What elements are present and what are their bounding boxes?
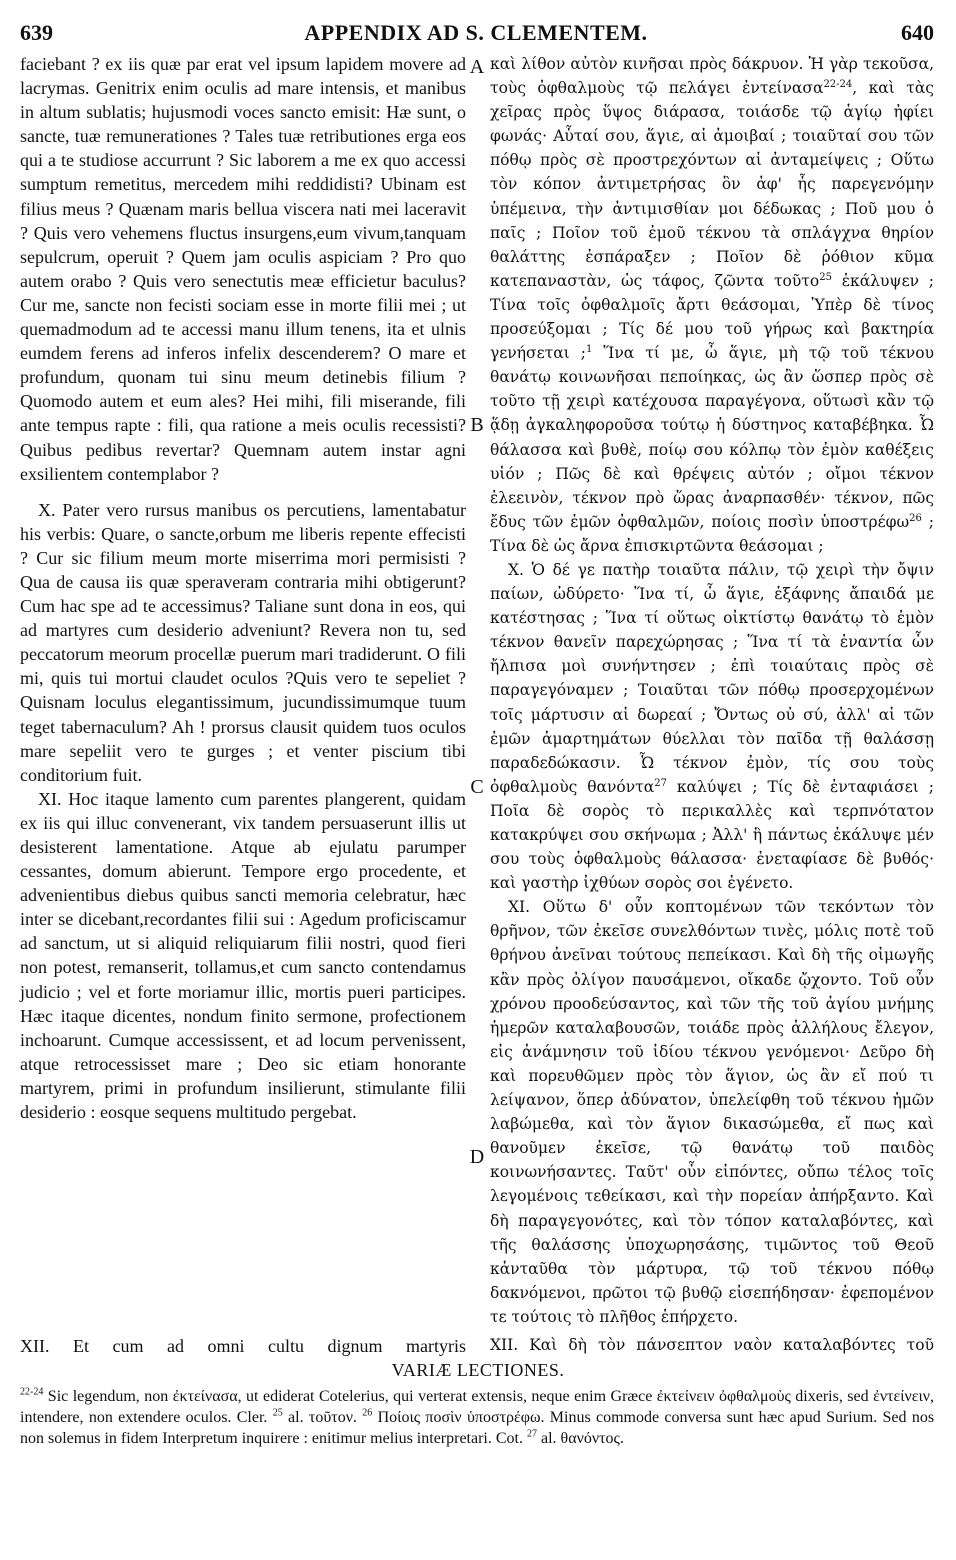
latin-paragraph-xi: XI. Hoc itaque lamento cum parentes plangerent, quidam ex iis qui illuc convenerant, vix tandem persuaserunt illis ut desisterent lamentatione. Atque ab ejulatu parumper cessantes, domum abierunt. Tempore ergo procedente, et advenientibus diebus quibus sancti memoria celebratur, hæc inter se dicebant,recordantes filii sui : Agedum proficiscamur ad sanctum, ut si aliquid reliquiarum filii nostri, quod fieri non potest, remanserit, tollamus,et cum sancto contendamus judicio ; vel et forte moriamur illic, mortis pueri participes. Hæc itaque dicentes, nondum finito sermone, profectionem inchoarunt. Cumque accessissent, et ad locum pervenissent, atque retrocessisset mare ; Deo sic etiam honorante martyrem, primi in profundum insilierunt, stimulante filii desiderio : eosque sequens multitudo pergebat. [20,788,466,1123]
page-number-right: 640 [901,20,934,45]
running-title: APPENDIX AD S. CLEMENTEM. [304,20,648,45]
note-text: Sic legendum, non ἐκτείνασα, ut ediderat Cotelerius, qui verterat extensis, neque enim Græce ἐκτείνειν ὀφθαλμοὺς dixeris, sed ἐντείνειν, intendere, non extendere oculos. Cler. [20,1388,934,1426]
note-number: 27 [527,1428,537,1440]
note-number: 25 [272,1407,283,1419]
section-xii-opening [20,1336,934,1362]
section-marker-c: C [470,776,484,798]
section-marker-b: B [470,414,484,436]
greek-paragraph-xii: XII. Καὶ δὴ τὸν πάνσεπτον ναὸν καταλαβόντες τοῦ [490,1336,934,1354]
greek-column [490,52,934,1329]
section-marker-d: D [469,1146,485,1168]
note-text: al. θανόντος. [537,1430,624,1447]
note-text: al. τοῦτον. [282,1409,357,1426]
section-marker-a: A [469,56,485,78]
latin-paragraph-xii: XII. Et cum ad omni cultu dignum martyris [20,1336,466,1356]
greek-paragraph-xi: XI. Οὕτω δ' οὖν κοπτομένων τῶν τεκόντων τὸν θρῆνον, τῶν ἐκεῖσε συνελθόντων τινὲς, μόλις ποτὲ τοῦ θρήνου ἀνεῖναι τούτους πεπείκασι. Καὶ δὴ τῆς οἰμωγῆς κἂν πρὸς ὀλίγον παυσάμενοι, οἴκαδε ᾤχοντο. Τοῦ οὖν χρόνου προοδεύσαντος, καὶ τῶν τῆς τοῦ ἁγίου μνήμης ἡμερῶν καταλαβουσῶν, τοιάδε πρὸς ἀλλήλους ἔλεγον, εἰς ἀνάμνησιν τοῦ ἰδίου τέκνου γενόμενοι· Δεῦρο δὴ καὶ πορευθῶμεν πρὸς τὸν ἅγιον, ὡς ἂν εἴ πού τι λείψανον, ὅπερ ἀδύνατον, ὑπελείφθη τοῦ τέκνου ἡμῶν λαβώμεθα, καὶ τὸν ἅγιον δικασώμεθα, εἴ πως καὶ θανοῦμεν ἐκεῖσε, τῷ θανάτῳ τοῦ παιδὸς κοινωνήσαντες. Ταῦτ' οὖν εἰπόντες, οὔπω τέλος τοῖς λεγομένοις τεθείκασι, καὶ τὴν πορείαν ἀπήρξαντο. Καὶ δὴ παραγεγονότες, καὶ τὸν τόπον καταλαβόντες, καὶ τῆς θαλάσσης ὑποχωρησάσης, τιμῶντος τοῦ Θεοῦ κἀνταῦθα τὸν μάρτυρα, τῷ τοῦ τέκνου πόθῳ δακνόμενοι, πρῶτοι τῷ βυθῷ εἰσεπήδησαν· ἐφεπομένον τε τούτοις τὸ πλῆθος ἐπήρχετο. [490,898,934,1326]
note-ref: 25 [819,271,832,283]
variae-lectiones-title: VARIÆ LECTIONES. [391,1360,565,1380]
note-ref: 26 [909,512,922,524]
note-number: 26 [362,1407,373,1419]
note-ref: 1 [586,343,593,355]
page-number-left: 639 [20,20,53,45]
note-number: 22-24 [20,1386,44,1398]
latin-paragraph-ix: faciebant ? ex iis quæ par erat vel ipsum lapidem movere ad lacrymas. Genitrix enim oculis ad mare intensis, et manibus in altum sublatis; hujusmodi voces sancto emisit: Hæ sunt, o sancte, tuæ remunerationes ? Tales tuæ retributiones erga eos qui a te studiose accurrunt ? Sic laborem a me ex quo accessi sumptum remetitus, mercedem mihi reddidisti? Ubinam est filius meus ? Quænam maris bellua viscera nati mei laceravit ? Quis vero vehemens fluctus insurgens,eum vivum,tanquam sepulcrum, operuit ? Quem jam oculis aspiciam ? Pro quo autem orabo ? Quis vero senectutis meæ efficietur baculus? Cur me, sancte non fecisti sociam esse in morte filii mei ; ut quemadmodum ad te accessi manu illum tenens, ita et ulnis eumdem ferens ad inferos infelix descenderem? O mare et profundum, quonam tui sinu meum detinebis filium ? Quomodo autem et eum ales? Hei mihi, fili miserande, fili ante tempus rapte : fili, qua ratione a meis oculis recessisti? Quibus pedibus revertar? Quemnam autem instar agni exsilientem contemplabor ? [20,54,466,484]
latin-paragraph-x: X. Pater vero rursus manibus os percutiens, lamentabatur his verbis: Quare, o sancte,orbum me liberis repente effecisti ? Cur sic filium meum morte miserrima mori permisisti ? Qua de causa iis quæ speraveram contraria mihi obtigerunt? Cum hac spe ad te accessimus? Taliane sunt dona in eos, qui ad martyres cum desiderio adveniunt? Revera non tu, sed peccatorum meorum procellæ puerum mari tradiderunt. O fili mi, quis tui mortui claudet oculos ?Quis vero te sepeliet ? Quisnam loculus elegantissimum, jucundissimumque tuum teget tabernaculum? Ah ! prorsus clausit quidem tuos oculos mare sepeliit vero te gurges ; et venter piscium tibi conditorium fuit. [20,499,466,785]
latin-column [20,52,466,1124]
note-text: Ποίοις ποσὶν ὑποστρέφω. Minus commode conversa sunt hæc apud Surium. Sed nos non solemus in fidem Interpretum inquirere : enitimur melius interpretari. Cot. [20,1409,935,1447]
page-header [18,16,934,50]
variae-lectiones-notes [20,1386,934,1449]
note-ref: 27 [654,777,667,789]
greek-paragraph-ix: καὶ λίθον αὐτὸν κινῆσαι πρὸς δάκρυον. Ἡ γὰρ τεκοῦσα, τοὺς ὀφθαλμοὺς τῷ πελάγει ἐντείνασα$^{22-24}$, καὶ τὰς χεῖρας πρὸς ὕψος διάρασα, τοιάσδε τῷ ἁγίῳ ἠφίει φωνάς· Αὗταί σου, ἅγιε, αἱ ἀμοιβαί ; τοιαῦταί σου τῶν πόθῳ πρὸς σὲ προστρεχόντων αἱ ἀνταμείψεις ; Οὕτω τὸν κόπον ἀντιμετρήσας ὃν ἀφ' ἧς παρεγενόμην ὑπέμεινα, τὴν ἀντιμισθίαν μοι δέδωκας ; Ποῦ μου ὁ παῖς ; Ποῖον τοῦ ἐμοῦ τέκνου τὰ σπλάγχνα θηρίον θαλάττης ἐσπάραξεν ; Ποῖον δὲ ῥόθιον κῦμα κατεπαναστὰν, ὡς τάφος, ζῶντα τοῦτο$^{25}$ ἐκάλυψεν ; Τίνα τοῖς ὀφθαλμοῖς ἄρτι θεάσομαι, Ὑπὲρ δὲ τίνος προσεύξομαι ; Τίς δέ μου τοῦ γήρως καὶ βακτηρία γενήσεται ;$^1$ Ἵνα τί με, ὦ ἅγιε, μὴ τῷ τοῦ τέκνου θανάτῳ κοινωνῆσαι πεποίηκας, ὡς ἂν ὥσπερ πρὸς σὲ τοῦτο τῇ χειρὶ κατέχουσα παραγέγονα, οὕτωσὶ κἂν τῷ ᾅδῃ ἀγκαληφοροῦσα τούτῳ ἡ δύστηνος καταβέβηκα. Ὦ θάλασσα καὶ βυθὲ, ποίῳ σου κόλπῳ τὸν ἐμὸν καθέξεις υἱόν ; Πῶς δὲ καὶ θρέψεις αὐτόν ; οἴμοι τέκνον ἐλεεινὸν, τέκνον πρὸ ὥρας ἀναρπασθέν· τέκνον, πῶς ἔδυς τῶν ἐμῶν ὀφθαλμῶν, ποίοις ποσὶν ὑποστρέφω$^{26}$ ; Τίνα δὲ ὡς ἄρνα ἐπισκιρτῶντα θεάσομαι ; [490,55,934,555]
note-ref: 22-24 [823,78,853,90]
greek-paragraph-x: X. Ὁ δέ γε πατὴρ τοιαῦτα πάλιν, τῷ χειρὶ τὴν ὄψιν παίων, ὠδύρετο· Ἵνα τί, ὦ ἅγιε, ἐξάφνης ἄπαιδά με κατέστησας ; Ἵνα τί οὕτως οἰκτίστῳ θανάτῳ τὸ ἐμὸν τέκνον θανεῖν παρεχώρησας ; Ἵνα τί τὰ ἐναντία ὧν ἤλπισα μοὶ συνήντησεν ; ἐπὶ τοιαύταις πρὸς σὲ παραγεγόναμεν ; Τοιαῦται τῶν πόθῳ προσερχομένων τοῖς μάρτυσιν αἱ δωρεαί ; Ὄντως οὐ σύ, ἀλλ' αἱ τῶν ἐμῶν ἁμαρτημάτων θύελλαι τὸν παῖδα τῇ θαλάσσῃ παραδεδώκασιν. Ὦ τέκνον ἐμὸν, τίς σου τοὺς ὀφθαλμοὺς θανόντα$^{27}$ καλύψει ; Τίς δὲ ἐνταφιάσει ; Ποῖα δὲ σορὸς τὸ περικαλλὲς καὶ τερπνότατον κατακρύψει σου σκήνωμα ; Ἀλλ' ἢ πάντως ἐκάλυψε μέν σου τοὺς ὀφθαλμοὺς θάλασσα· ἐνεταφίασε δὲ βυθός· καὶ γαστὴρ ἰχθύων σορὸς σοι ἐγένετο. [490,560,934,893]
